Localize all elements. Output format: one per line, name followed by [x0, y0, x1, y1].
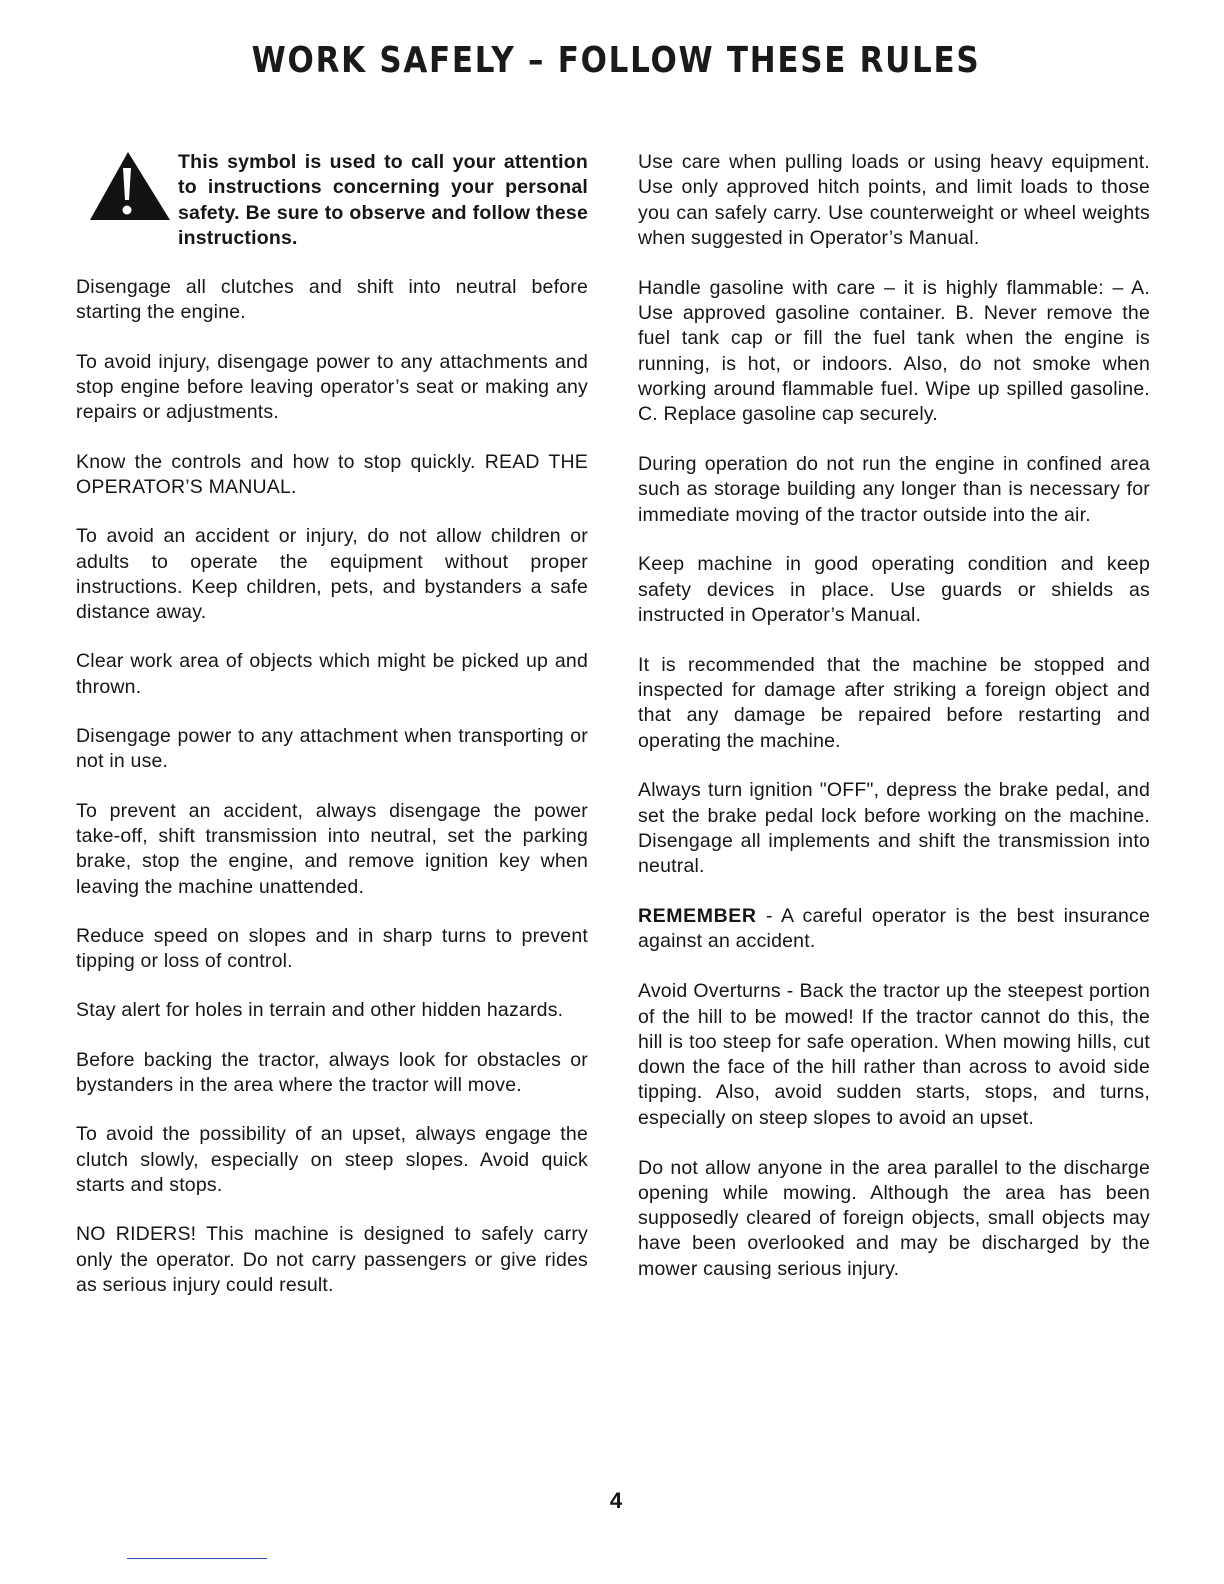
rule-backing-tractor: Before backing the tractor, always look for obstacles or bystanders in the area where the tractor will move.: [76, 1048, 588, 1097]
rule-clear-work-area: Clear work area of objects which might be picked up and thrown.: [76, 650, 588, 698]
rule-handle-gasoline: Handle gasoline with care – it is highly flammable: – A. Use approved gasoline container. B. Never remove the fuel tank cap or fill the fuel tank when the engine is running, is hot, or indoors. Also, do not smoke when working around flammable fuel. Wipe up spilled gasoline. C. Replace gasoline cap securely.: [638, 276, 1150, 426]
rule-good-condition: Keep machine in good operating condition and keep safety devices in place. Use guards or shields as instructed in Operator’s Manual.: [638, 553, 1150, 626]
rule-leaving-unattended: To prevent an accident, always disengage the power take-off, shift transmission into neutral, set the parking brake, stop the engine, and remove ignition key when leaving the machine unattended.: [76, 799, 588, 898]
footer-rule: [127, 1558, 267, 1559]
remember-text: - A careful operator is the best insurance against an accident.: [638, 905, 1150, 953]
right-column: [638, 150, 1150, 1306]
rule-discharge-opening: Do not allow anyone in the area parallel to the discharge opening while mowing. Although the area has been supposedly cleared of foreign objects, small objects may have been overlooked and may be discharged by the mower causing serious injury.: [638, 1156, 1150, 1280]
safety-symbol-text: This symbol is used to call your attention to instructions concerning your personal safety. Be sure to observe and follow these instructions.: [178, 151, 588, 249]
rule-inspect-after-strike: It is recommended that the machine be stopped and inspected for damage after striking a foreign object and that any damage be repaired before restarting and operating the machine.: [638, 653, 1150, 752]
page-title: WORK SAFELY – FOLLOW THESE RULES: [251, 40, 981, 81]
rule-know-controls: Know the controls and how to stop quickly. READ THE OPERATOR’S MANUAL.: [76, 450, 588, 498]
rule-pulling-loads: Use care when pulling loads or using heavy equipment. Use only approved hitch points, and limit loads to those you can safely carry. Use counterweight or wheel weights when suggested in Operator’s Manual.: [638, 151, 1150, 249]
rule-disengage-clutches: Disengage all clutches and shift into neutral before starting the engine.: [76, 276, 588, 324]
warning-triangle-icon: [76, 150, 172, 226]
rule-no-riders: NO RIDERS! This machine is designed to safely carry only the operator. Do not carry passengers or give rides as serious injury could result.: [76, 1223, 588, 1296]
rule-ignition-off: Always turn ignition "OFF", depress the brake pedal, and set the brake pedal lock before working on the machine. Disengage all implements and shift the transmission into neutral.: [638, 779, 1150, 878]
rule-no-untrained-operators: To avoid an accident or injury, do not allow children or adults to operate the equipment without proper instructions. Keep children, pets, and bystanders a safe distance away.: [76, 525, 588, 624]
remember-label: REMEMBER: [638, 905, 757, 928]
rule-avoid-upset: To avoid the possibility of an upset, always engage the clutch slowly, especially on steep slopes. Avoid quick starts and stops.: [76, 1123, 588, 1196]
rule-avoid-overturns: Avoid Overturns - Back the tractor up the steepest portion of the hill to be mowed! If the tractor cannot do this, the hill is too steep for safe operation. When mowing hills, cut down the face of the hill rather than across to avoid side tipping. Also, avoid sudden starts, stops, and turns, especially on steep slopes to avoid an upset.: [638, 980, 1150, 1129]
rule-disengage-power-attachments: To avoid injury, disengage power to any attachments and stop engine before leaving operator’s seat or making any repairs or adjustments.: [76, 350, 588, 424]
safety-symbol-paragraph: [76, 150, 588, 251]
left-column: [76, 150, 588, 1322]
page-number: 4: [609, 1488, 623, 1513]
rule-confined-area: During operation do not run the engine in confined area such as storage building any longer than is necessary for immediate moving of the tractor outside into the air.: [638, 452, 1150, 526]
rule-disengage-when-transporting: Disengage power to any attachment when transporting or not in use.: [76, 725, 588, 773]
rule-stay-alert: Stay alert for holes in terrain and other hidden hazards.: [76, 999, 564, 1022]
rule-remember: [638, 904, 1150, 955]
rule-reduce-speed: Reduce speed on slopes and in sharp turns to prevent tipping or loss of control.: [76, 924, 588, 973]
